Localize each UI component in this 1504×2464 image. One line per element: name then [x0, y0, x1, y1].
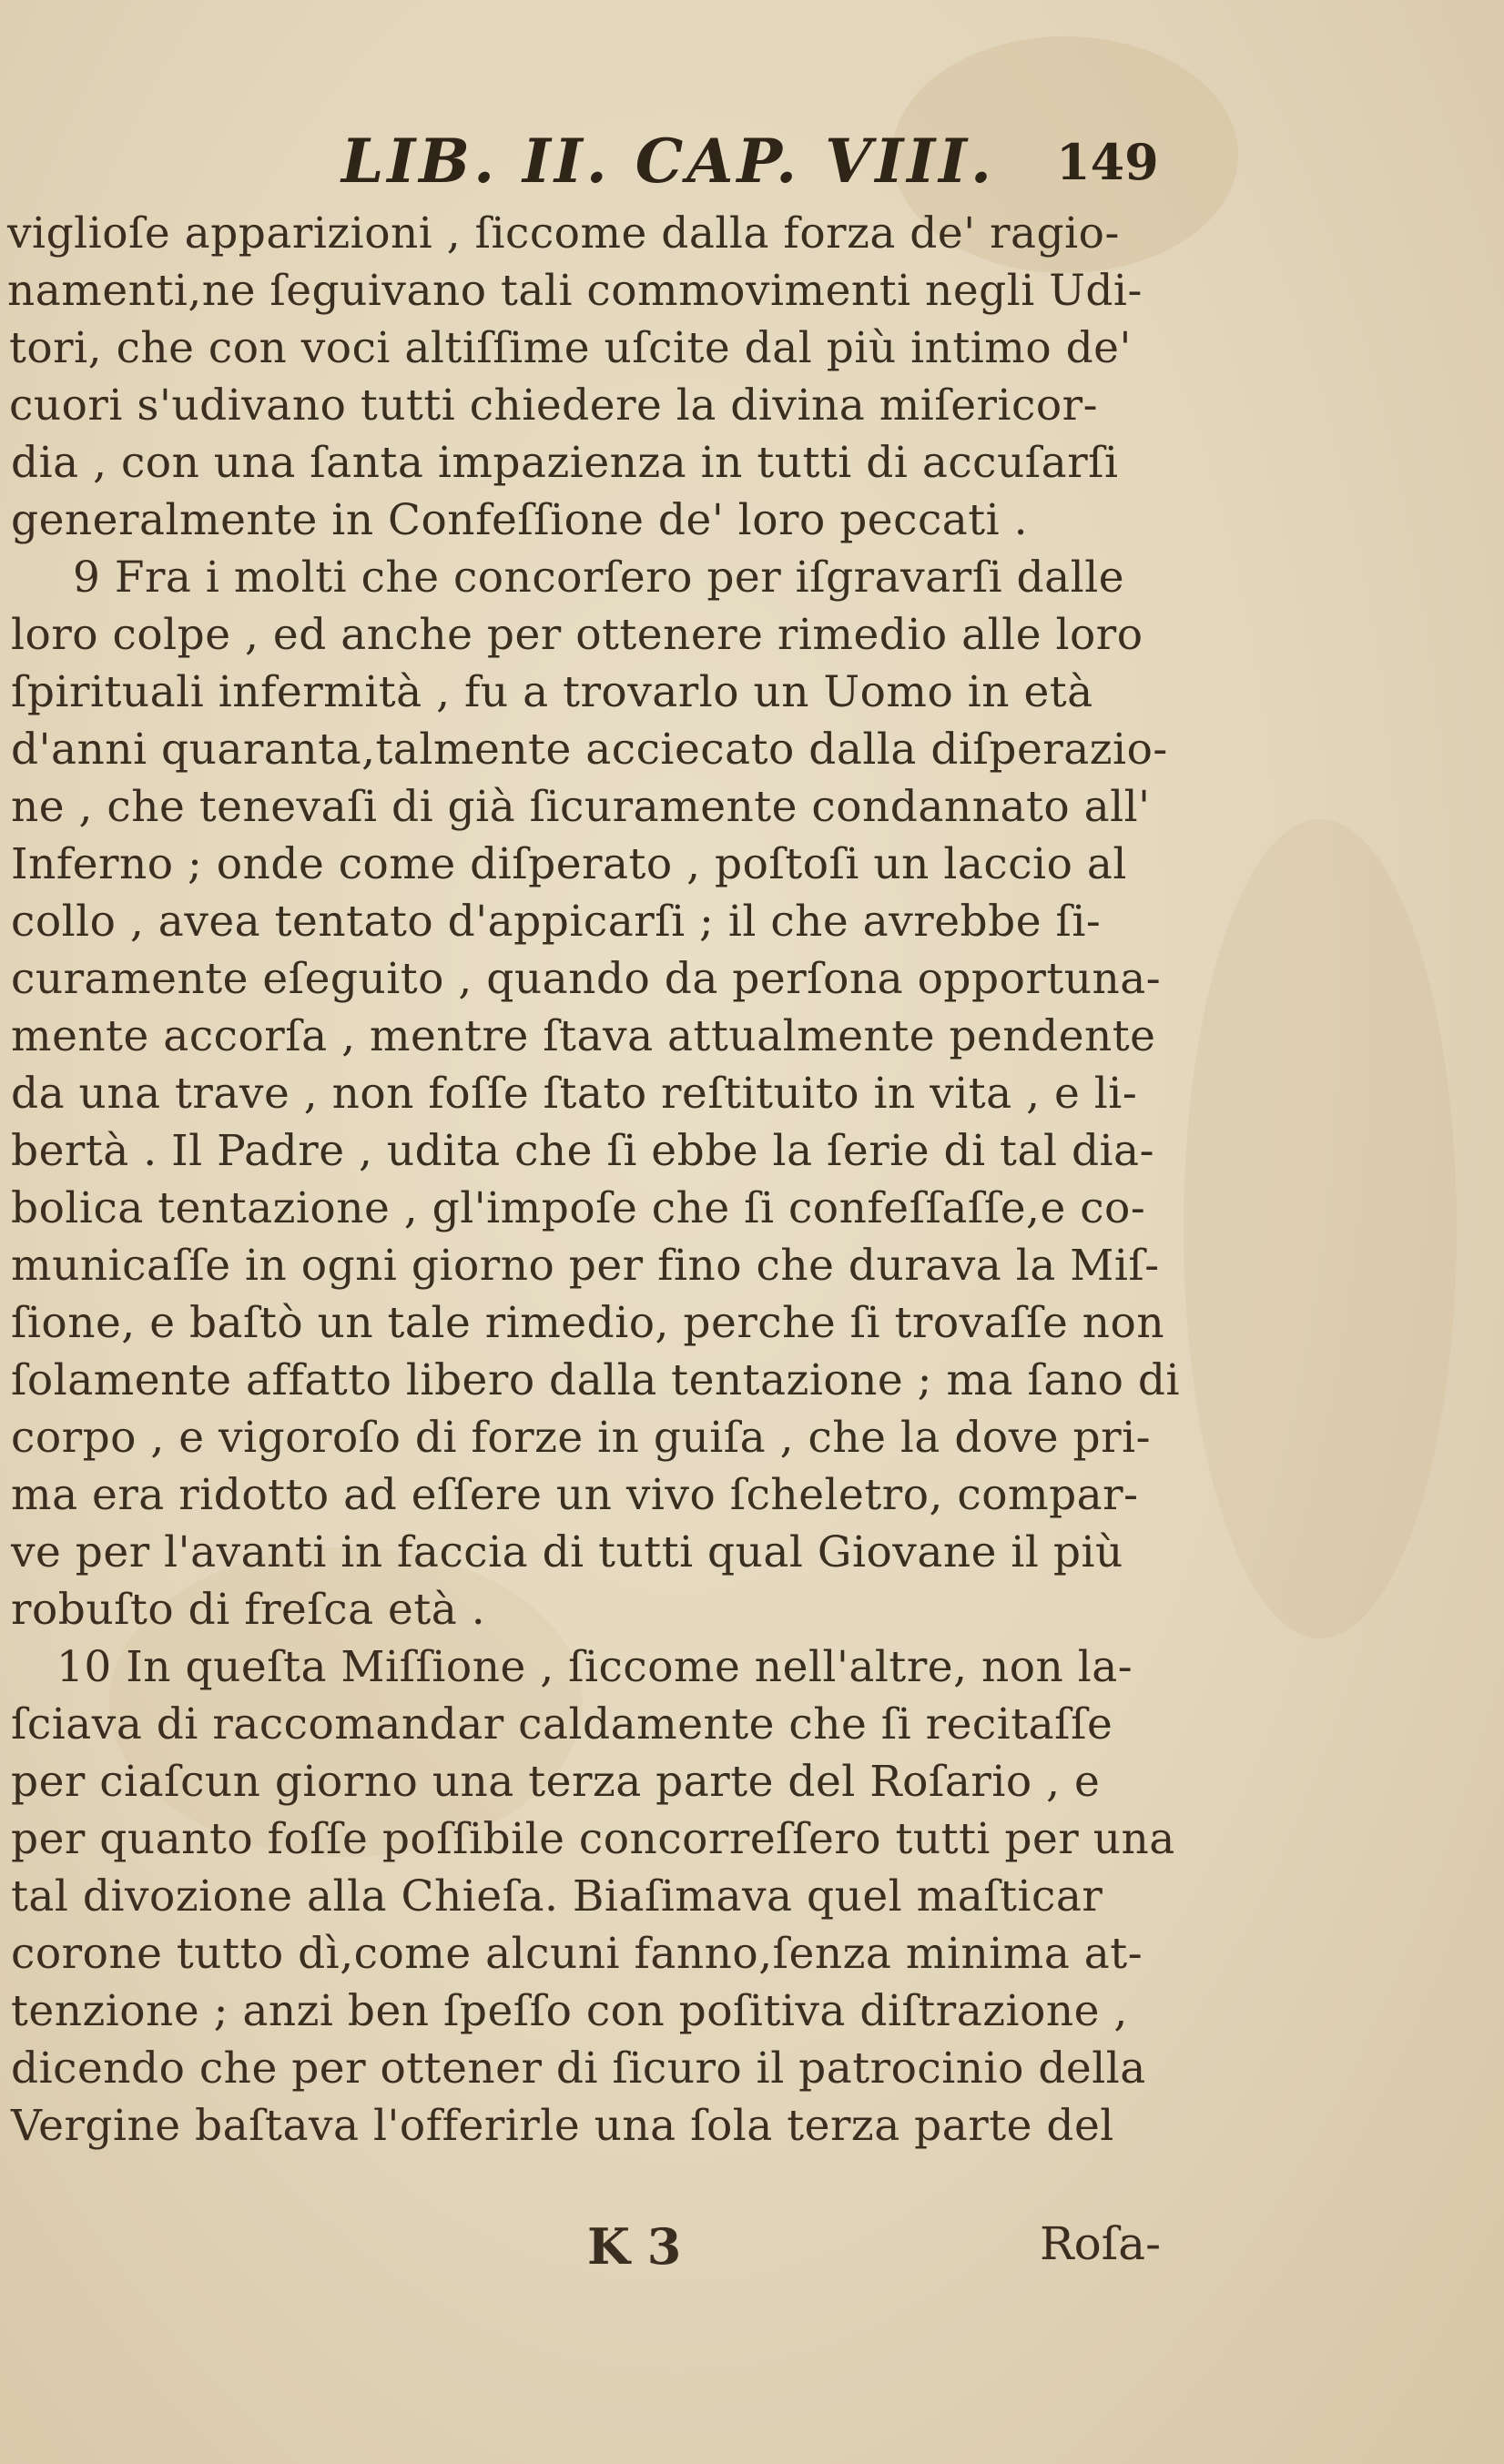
text-line: municaſſe in ogni giorno per fino che durava la Miſ- — [11, 1241, 1160, 1291]
text-line: ſione, e baſtò un tale rimedio, perche ſi trovaſſe non — [11, 1298, 1165, 1348]
text-line: dia , con una ſanta impazienza in tutti di accuſarſi — [11, 438, 1119, 488]
text-line: tal divozione alla Chieſa. Biaſimava quel maſticar — [11, 1871, 1103, 1922]
text-line: ne , che tenevaſi di già ſicuramente condannato all' — [11, 782, 1151, 832]
text-line: Vergine baſtava l'offerirle una ſola terza parte del — [11, 2101, 1114, 2151]
catchword: Roſa- — [1040, 2217, 1161, 2270]
text-line: bertà . Il Padre , udita che ſi ebbe la ſerie di tal dia- — [11, 1126, 1154, 1176]
text-line: da una trave , non foſſe ſtato reſtituito in vita , e li- — [11, 1069, 1138, 1119]
text-line: viglioſe apparizioni , ſiccome dalla forza de' ragio- — [7, 208, 1120, 259]
text-line: generalmente in Confeſſione de' loro peccati . — [11, 495, 1029, 545]
page-footer — [0, 2212, 1504, 2285]
text-line: ſolamente affatto libero dalla tentazione ; ma ſano di — [11, 1355, 1181, 1405]
signature-mark: K 3 — [587, 2217, 682, 2276]
text-line: corone tutto dì,come alcuni fanno,ſenza minima at- — [11, 1929, 1143, 1979]
text-line: per ciaſcun giorno una terza parte del Roſario , e — [11, 1757, 1101, 1807]
text-line: curamente eſeguito , quando da perſona opportuna- — [11, 954, 1162, 1004]
text-line: Inferno ; onde come diſperato , poſtoſi un laccio al — [11, 839, 1127, 889]
text-line: corpo , e vigoroſo di forze in guiſa , che la dove pri- — [11, 1413, 1152, 1463]
text-line: 10 In queſta Miſſione , ſiccome nell'altre, non la- — [56, 1642, 1133, 1692]
text-line: dicendo che per ottener di ſicuro il patrocinio della — [11, 2043, 1146, 2094]
text-line: 9 Fra i molti che concorſero per iſgravarſi dalle — [73, 553, 1125, 603]
text-line: ve per l'avanti in faccia di tutti qual Giovane il più — [11, 1527, 1123, 1577]
text-line: ma era ridotto ad eſſere un vivo ſcheletro, compar- — [11, 1470, 1139, 1520]
text-line: d'anni quaranta,talmente acciecato dalla diſperazio- — [11, 725, 1168, 775]
text-line: per quanto foſſe poſſibile concorreſſero tutti per una — [11, 1814, 1175, 1864]
text-line: bolica tentazione , gl'impoſe che ſi confeſſaſſe,e co- — [11, 1183, 1146, 1233]
text-line: ſciava di raccomandar caldamente che ſi recitaſſe — [11, 1699, 1113, 1749]
page-number: 149 — [1056, 133, 1159, 191]
text-line: ſpirituali infermità , fu a trovarlo un Uomo in età — [11, 667, 1093, 717]
page-header — [0, 107, 1504, 197]
text-line: tori, che con voci altiſſime uſcite dal più intimo de' — [9, 323, 1132, 373]
body-text — [0, 205, 1275, 2155]
text-line: loro colpe , ed anche per ottenere rimedio alle loro — [11, 610, 1143, 660]
text-line: mente accorſa , mentre ſtava attualmente pendente — [11, 1011, 1156, 1061]
running-head: LIB. II. CAP. VIII. — [341, 126, 995, 197]
text-line: cuori s'udivano tutti chiedere la divina miſericor- — [9, 380, 1099, 431]
text-line: namenti,ne ſeguivano tali commovimenti negli Udi- — [7, 266, 1143, 316]
text-line: tenzione ; anzi ben ſpeſſo con poſitiva diſtrazione , — [11, 1986, 1128, 2036]
text-line: collo , avea tentato d'appicarſi ; il che avrebbe ſi- — [11, 897, 1102, 947]
text-line: robuſto di freſca età . — [11, 1585, 486, 1635]
